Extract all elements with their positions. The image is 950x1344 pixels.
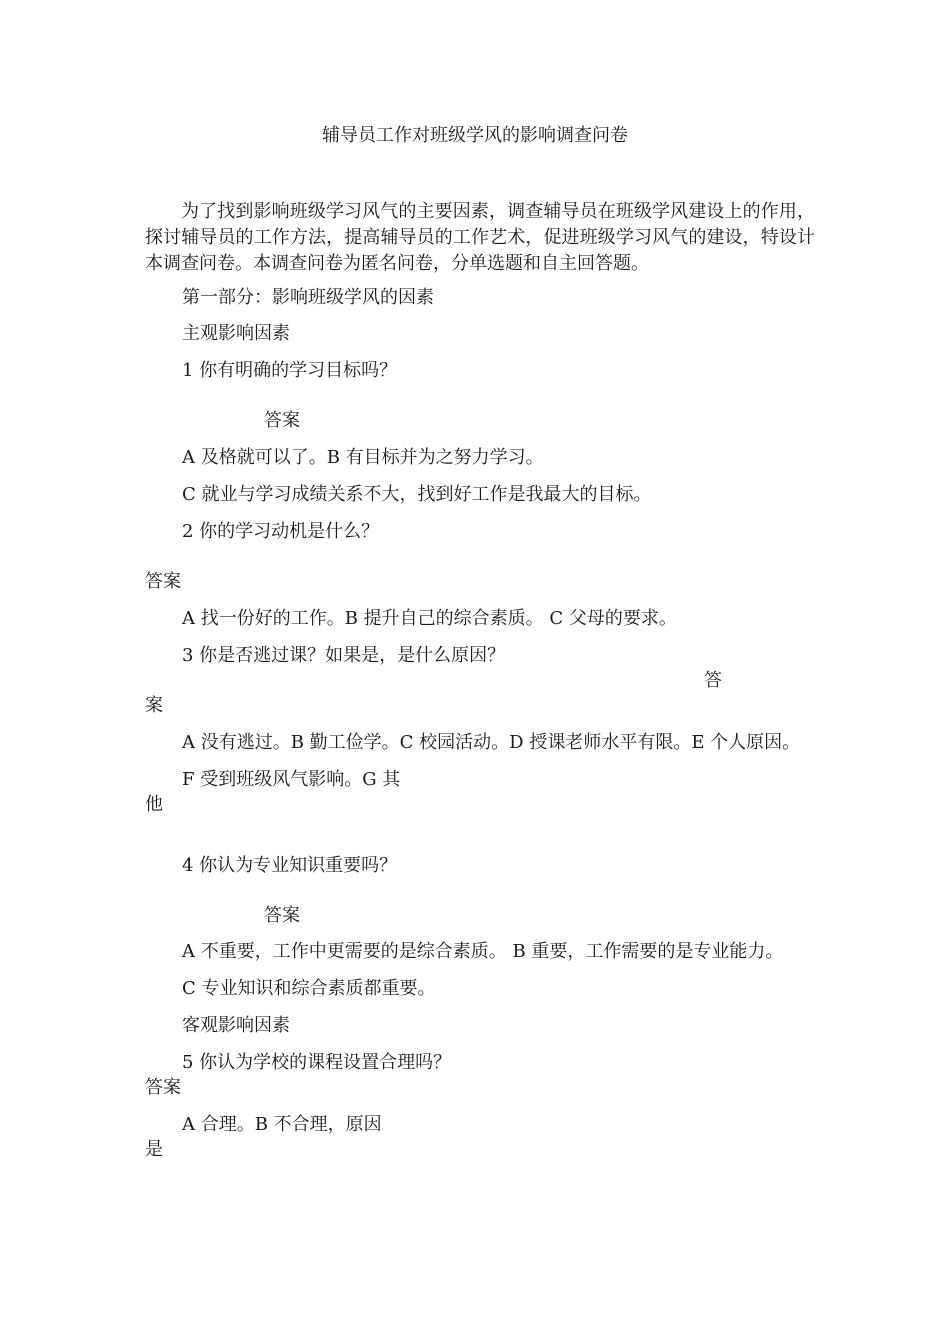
answer-label-4: 答案 (264, 905, 300, 926)
answer-label-2: 答案 (145, 571, 181, 592)
subjective-factors-heading: 主观影响因素 (182, 323, 290, 344)
answer-label-5: 答案 (145, 1077, 181, 1098)
q5-options-line1: A 合理。B 不合理，原因 (182, 1114, 382, 1135)
question-4: 4 你认为专业知识重要吗？ (182, 855, 398, 876)
intro-paragraph: 为了找到影响班级学习风气的主要因素，调查辅导员在班级学风建设上的作用，探讨辅导员的工作方法，提高辅导员的工作艺术，促进班级学习风气的建设，特设计本调查问卷。本调查问卷为匿名问卷，分单选题和自主回答题。 (145, 201, 815, 274)
q3-options-line2-cont: 他 (145, 794, 163, 815)
answer-label-3a: 答 (704, 670, 722, 691)
q3-options-line2: F 受到班级风气影响。G 其 (182, 769, 401, 790)
answer-label-3b: 案 (145, 695, 163, 716)
question-2: 2 你的学习动机是什么？ (182, 521, 380, 542)
objective-factors-heading: 客观影响因素 (182, 1015, 290, 1036)
document-title: 辅导员工作对班级学风的影响调查问卷 (322, 125, 628, 146)
answer-label-1: 答案 (264, 410, 300, 431)
q2-options-line1: A 找一份好的工作。B 提升自己的综合素质。 C 父母的要求。 (182, 608, 677, 629)
q5-options-line1-cont: 是 (145, 1139, 163, 1160)
question-5: 5 你认为学校的课程设置合理吗？ (182, 1052, 452, 1073)
q1-options-line2: C 就业与学习成绩关系不大，找到好工作是我最大的目标。 (182, 484, 652, 505)
q4-options-line1: A 不重要，工作中更需要的是综合素质。 B 重要，工作需要的是专业能力。 (182, 941, 784, 962)
q1-options-line1: A 及格就可以了。B 有目标并为之努力学习。 (182, 447, 544, 468)
q3-options-line1: A 没有逃过。B 勤工俭学。C 校园活动。D 授课老师水平有限。E 个人原因。 (182, 732, 801, 753)
q4-options-line2: C 专业知识和综合素质都重要。 (182, 978, 436, 999)
question-3: 3 你是否逃过课？如果是，是什么原因？ (182, 645, 506, 666)
part1-heading: 第一部分：影响班级学风的因素 (182, 287, 434, 308)
question-1: 1 你有明确的学习目标吗？ (182, 360, 398, 381)
